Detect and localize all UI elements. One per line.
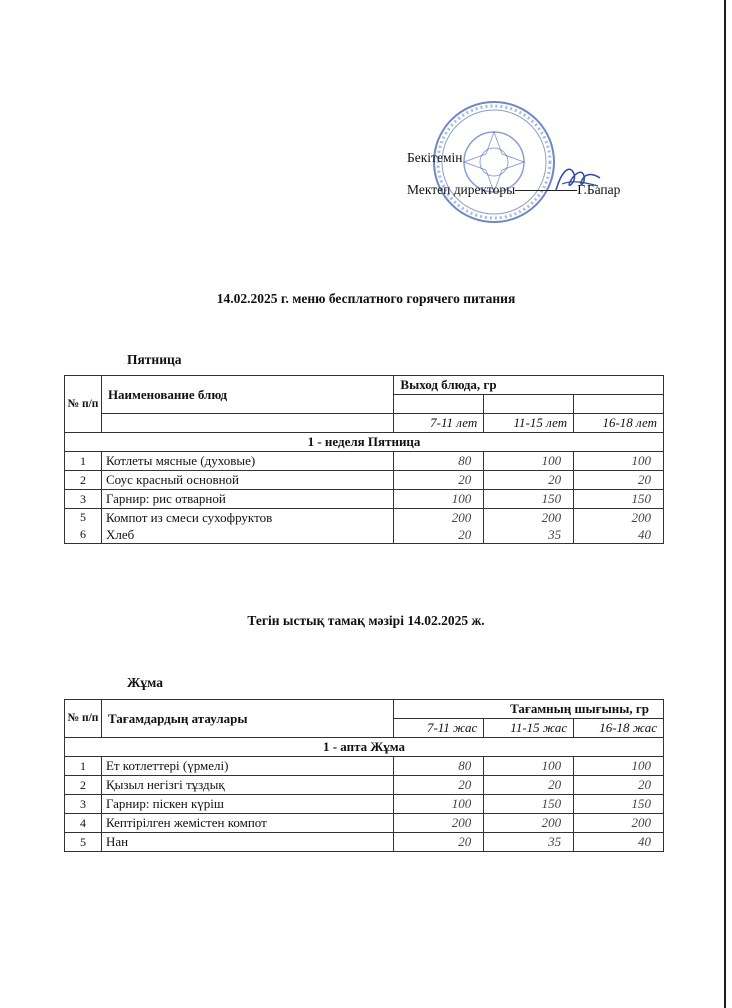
yield-value: 20: [574, 471, 664, 490]
yield-value: 200: [484, 814, 574, 833]
yield-value: 40: [638, 527, 651, 542]
yield-value: 80: [394, 757, 484, 776]
yield-value: 20: [394, 471, 484, 490]
row-number: 3: [65, 490, 102, 509]
yield-values: [574, 509, 664, 544]
dish-name: Гарнир: піскен күріш: [101, 795, 393, 814]
row-number: 6: [79, 527, 86, 541]
yield-value: 20: [458, 527, 472, 542]
table-row: [65, 776, 664, 795]
empty-cell: [394, 395, 484, 414]
dish-name: Компот из смеси сухофруктов: [105, 510, 273, 525]
row-number: 1: [65, 452, 102, 471]
director-label: Мектеп директоры: [407, 182, 516, 197]
ru-menu-title: 14.02.2025 г. меню бесплатного горячего питания: [216, 291, 516, 306]
ru-menu-table: [64, 375, 664, 544]
age-header-2: 11-15 лет: [484, 414, 574, 433]
yield-value: 150: [484, 490, 574, 509]
yield-values: [394, 509, 484, 544]
col-number-header: № п/п: [65, 700, 102, 738]
table-row: [65, 814, 664, 833]
kz-menu-title: Тегін ыстық тамақ мәзірі 14.02.2025 ж.: [247, 613, 485, 628]
yield-value: 20: [394, 833, 484, 852]
empty-cell: [101, 414, 393, 433]
age-header-3: 16-18 жас: [574, 719, 664, 738]
yield-value: 150: [484, 795, 574, 814]
table-row: [65, 757, 664, 776]
row-number: 3: [65, 795, 102, 814]
table-row: [65, 452, 664, 471]
yield-value: 20: [574, 776, 664, 795]
yield-value: 200: [574, 814, 664, 833]
yield-values: [484, 509, 574, 544]
age-header-1: 7-11 лет: [394, 414, 484, 433]
handwritten-signature: [548, 160, 608, 200]
table-row: [65, 795, 664, 814]
age-header-1: 7-11 жас: [394, 719, 484, 738]
empty-cell: [574, 395, 664, 414]
empty-cell: [484, 395, 574, 414]
col-yield-header: Тағамның шығыны, гр: [394, 700, 664, 719]
age-header-2: 11-15 жас: [484, 719, 574, 738]
yield-value: 35: [548, 527, 562, 542]
dish-name: Котлеты мясные (духовые): [101, 452, 393, 471]
col-name-header: Наименование блюд: [101, 376, 393, 414]
dish-name: Соус красный основной: [101, 471, 393, 490]
yield-value: 100: [394, 490, 484, 509]
dish-name: Қызыл негізгі тұздық: [101, 776, 393, 795]
yield-value: 80: [394, 452, 484, 471]
page-edge-line: [724, 0, 726, 1008]
table-row: [65, 833, 664, 852]
yield-value: 20: [484, 776, 574, 795]
week-row: 1 - неделя Пятница: [65, 433, 664, 452]
yield-value: 100: [484, 452, 574, 471]
yield-value: 100: [394, 795, 484, 814]
yield-value: 100: [574, 757, 664, 776]
row-number: 2: [65, 776, 102, 795]
dish-name: Хлеб: [105, 527, 135, 542]
kz-menu-table: [64, 699, 664, 852]
yield-value: 100: [484, 757, 574, 776]
dish-name: Ет котлеттері (үрмелі): [101, 757, 393, 776]
kz-day-label: Жұма: [127, 675, 163, 690]
yield-value: 20: [394, 776, 484, 795]
yield-value: 100: [574, 452, 664, 471]
row-number: 5: [65, 833, 102, 852]
yield-value: 40: [574, 833, 664, 852]
yield-value: 200: [541, 510, 562, 525]
yield-value: 200: [451, 510, 472, 525]
table-row-merged: [65, 509, 664, 544]
approval-heading: Бекітемін: [407, 150, 463, 165]
row-number: 2: [65, 471, 102, 490]
dish-names: [101, 509, 393, 544]
col-yield-header: Выход блюда, гр: [394, 376, 664, 395]
age-header-3: 16-18 лет: [574, 414, 664, 433]
row-numbers: [65, 509, 102, 544]
yield-value: 150: [574, 490, 664, 509]
row-number: 1: [65, 757, 102, 776]
dish-name: Нан: [101, 833, 393, 852]
yield-value: 20: [484, 471, 574, 490]
yield-value: 35: [484, 833, 574, 852]
signer-name: Г.Бапар: [577, 182, 621, 197]
week-row: 1 - апта Жұма: [65, 738, 664, 757]
row-number: 4: [65, 814, 102, 833]
yield-value: 200: [631, 510, 651, 525]
row-number: 5: [79, 510, 86, 524]
dish-name: Кептірілген жемістен компот: [101, 814, 393, 833]
ru-day-label: Пятница: [127, 352, 182, 367]
yield-value: 150: [574, 795, 664, 814]
col-name-header: Тағамдардың атаулары: [101, 700, 393, 738]
table-row: [65, 490, 664, 509]
col-number-header: № п/п: [65, 376, 102, 433]
table-row: [65, 471, 664, 490]
yield-value: 200: [394, 814, 484, 833]
dish-name: Гарнир: рис отварной: [101, 490, 393, 509]
